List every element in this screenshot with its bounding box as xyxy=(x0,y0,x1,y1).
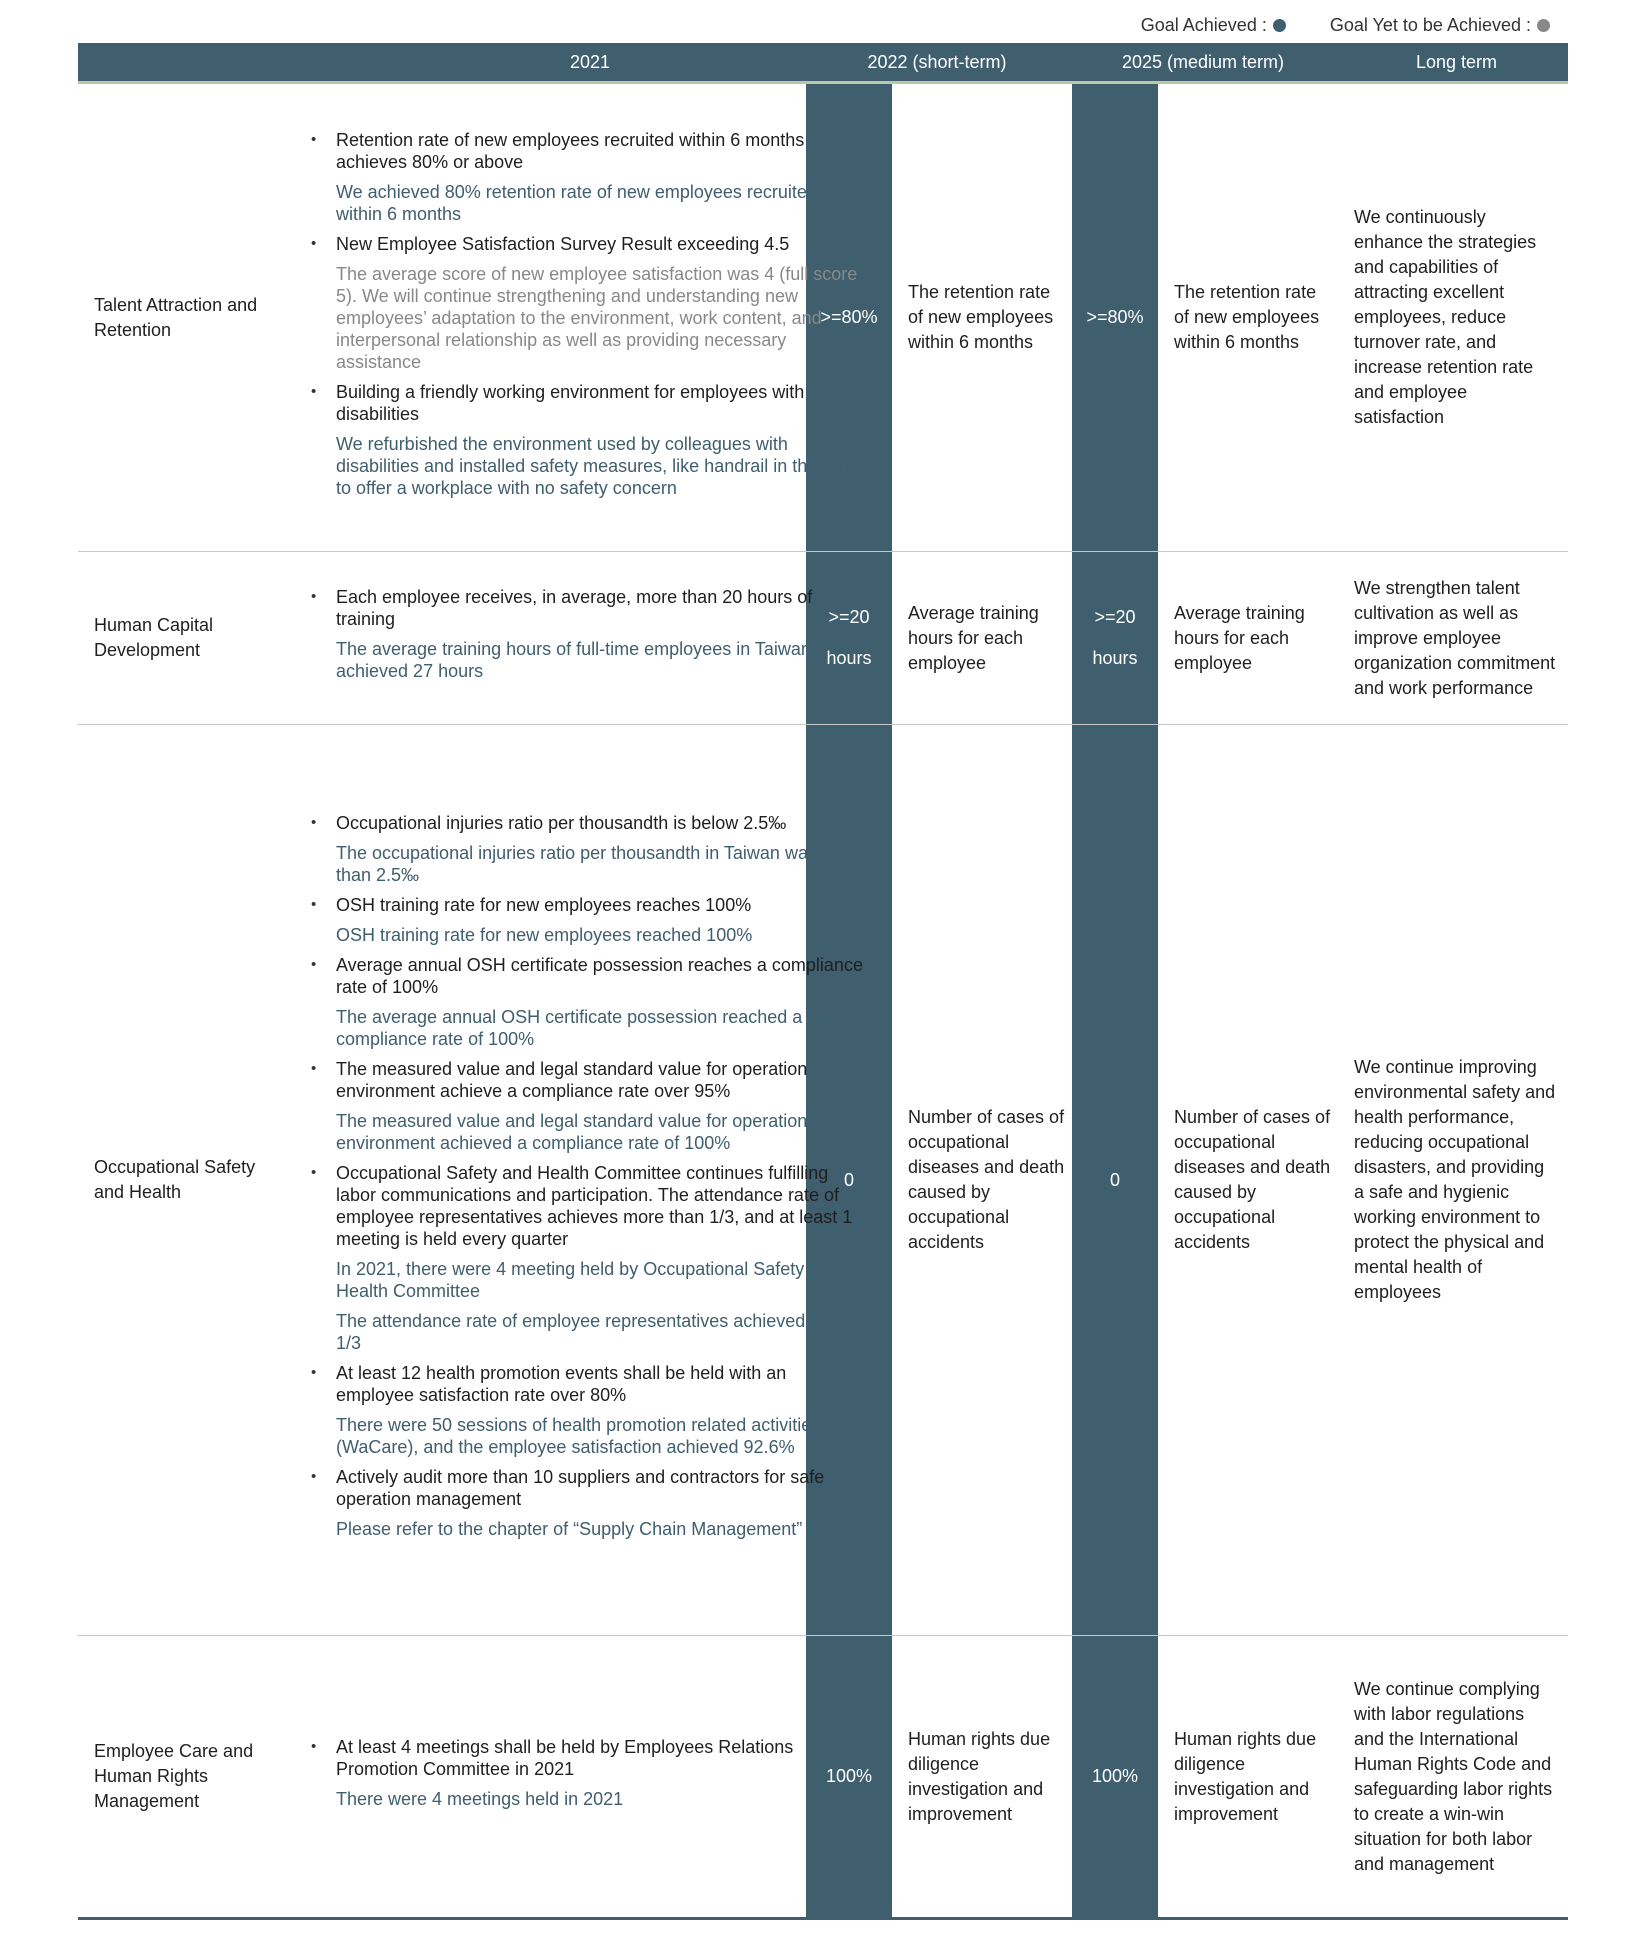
value-2025 xyxy=(1072,1636,1158,1917)
header-long-term: Long term xyxy=(1415,52,1498,72)
goal-target: • Building a friendly working environment for employees with disabilities xyxy=(336,381,805,424)
desc-2025: Number of cases of occupational diseases and death caused by occupational accidents xyxy=(1174,1107,1331,1252)
value-2022 xyxy=(806,725,892,1635)
value-2022-text: 100% xyxy=(825,1766,873,1786)
goal-target: • The measured value and legal standard value for operation environment achieve a compliance rate over 95% xyxy=(336,1059,808,1101)
goal-target: • At least 4 meetings shall be held by Employees Relations Promotion Committee in 2021 xyxy=(336,1736,794,1779)
goal-target: • New Employee Satisfaction Survey Result exceeding 4.5 xyxy=(336,233,790,254)
value-2022 xyxy=(806,552,892,724)
goals-2021 xyxy=(304,84,876,551)
desc-2025: Average training hours for each employee xyxy=(1174,602,1305,673)
value-2022 xyxy=(806,84,892,551)
goal-target: • Average annual OSH certificate possession reaches a compliance rate of 100% xyxy=(336,955,863,997)
goal-item xyxy=(304,954,866,1050)
goals-2021 xyxy=(304,725,876,1635)
goal-result-achieved: We refurbished the environment used by colleagues with disabilities and installed safety measures, like handrail in the toilet, to offer a workplace with no safety concern xyxy=(336,433,866,498)
desc-2022: Number of cases of occupational diseases and death caused by occupational accidents xyxy=(908,1107,1065,1252)
goal-result-achieved: Please refer to the chapter of “Supply Chain Management” xyxy=(336,1519,803,1539)
row-topic: Talent Attraction and Retention xyxy=(94,294,258,340)
goal-result-achieved: In 2021, there were 4 meeting held by Occupational Safety and Health Committee xyxy=(336,1259,840,1301)
goal-item xyxy=(304,1362,866,1458)
value-2025-text: >=80% xyxy=(1086,307,1144,327)
goal-item xyxy=(304,586,866,682)
value-2025-text: >=20 hours xyxy=(1092,607,1138,668)
goal-target: • Retention rate of new employees recruited within 6 months achieves 80% or above xyxy=(336,129,805,172)
goal-item xyxy=(304,1162,866,1354)
table-row xyxy=(78,552,1568,724)
desc-2022: The retention rate of new employees within 6 months xyxy=(908,282,1054,352)
goal-result-achieved: The occupational injuries ratio per thousandth in Taiwan was lower than 2.5‰ xyxy=(336,843,865,885)
goal-result-achieved: We achieved 80% retention rate of new employees recruited within 6 months xyxy=(336,181,817,224)
value-2025-text: 100% xyxy=(1091,1766,1139,1786)
desc-2022: Average training hours for each employee xyxy=(908,602,1039,673)
legend-achieved-label: Goal Achieved : xyxy=(1140,14,1267,35)
value-2022-text: >=80% xyxy=(820,307,878,327)
long-term-goal: We continue improving environmental safety and health performance, reducing occupational disasters, and providing a safe and hygienic working environment to protect the physical and mental health of employees xyxy=(1354,1057,1556,1302)
value-2025 xyxy=(1072,552,1158,724)
table-row xyxy=(78,1636,1568,1917)
goal-result-achieved: The average annual OSH certificate possession reached a compliance rate of 100% xyxy=(336,1007,803,1049)
long-term-goal: We continue complying with labor regulations and the International Human Rights Code and safeguarding labor rights to create a win-win situation for both labor and management xyxy=(1354,1678,1553,1874)
goal-result-achieved: The measured value and legal standard value for operation environment achieved a compliance rate of 100% xyxy=(336,1111,808,1153)
goal-target: • Each employee receives, in average, more than 20 hours of training xyxy=(336,587,813,629)
goals-2021 xyxy=(304,552,876,724)
goal-item xyxy=(304,894,866,946)
row-topic: Human Capital Development xyxy=(94,615,214,660)
goal-list xyxy=(304,586,866,690)
value-2022 xyxy=(806,1636,892,1917)
row-topic: Occupational Safety and Health xyxy=(94,1157,256,1202)
goal-item xyxy=(304,233,866,373)
goal-target: • Occupational injuries ratio per thousandth is below 2.5‰ xyxy=(336,813,787,833)
header-2021: 2021 xyxy=(569,52,611,72)
goal-list xyxy=(304,129,866,507)
table-row xyxy=(78,84,1568,551)
goals-2021 xyxy=(304,1636,876,1917)
goal-target: • Actively audit more than 10 suppliers and contractors for safe operation management xyxy=(336,1467,825,1509)
value-2022-text: 0 xyxy=(843,1169,854,1190)
legend xyxy=(1141,12,1550,38)
goal-item xyxy=(304,129,866,225)
goal-item xyxy=(304,1058,866,1154)
goal-list xyxy=(304,1736,866,1818)
table-header xyxy=(78,43,1568,84)
long-term-goal: We strengthen talent cultivation as well as improve employee organization commitment and work performance xyxy=(1354,577,1556,698)
goal-result-achieved: There were 50 sessions of health promotion related activities held (WaCare), and the employee satisfaction achieved 92.6% xyxy=(336,1415,860,1457)
not-achieved-dot-icon xyxy=(1537,19,1550,32)
desc-2025: Human rights due diligence investigation and improvement xyxy=(1174,1728,1317,1824)
achieved-dot-icon xyxy=(1273,19,1286,32)
goal-list xyxy=(304,812,866,1548)
row-topic: Employee Care and Human Rights Management xyxy=(94,1741,254,1811)
long-term-goal: We continuously enhance the strategies and capabilities of attracting excellent employees, reduce turnover rate, and increase retention rate and employee satisfaction xyxy=(1354,207,1537,427)
table-row xyxy=(78,725,1568,1635)
goal-target: • At least 12 health promotion events shall be held with an employee satisfaction rate over 80% xyxy=(336,1363,787,1405)
legend-not-achieved xyxy=(1330,15,1550,36)
legend-achieved xyxy=(1141,15,1286,36)
goal-item xyxy=(304,1736,866,1810)
goal-item xyxy=(304,381,866,499)
value-2025 xyxy=(1072,84,1158,551)
desc-2022: Human rights due diligence investigation and improvement xyxy=(908,1728,1051,1824)
goal-item xyxy=(304,1466,866,1540)
goal-result-not-achieved: The average score of new employee satisfaction was 4 (full score 5). We will continue strengthening and understanding new employees’ adaptation to the environment, work content, and interpersonal relationship as well as providing necessary assistance xyxy=(336,263,858,372)
desc-2025: The retention rate of new employees within 6 months xyxy=(1174,282,1320,352)
header-2025: 2025 (medium term) xyxy=(1121,52,1285,72)
goal-result-achieved: OSH training rate for new employees reached 100% xyxy=(336,925,753,945)
goal-result-achieved: The average training hours of full-time employees in Taiwan achieved 27 hours xyxy=(336,639,811,681)
value-2025-text: 0 xyxy=(1109,1169,1120,1190)
goal-item xyxy=(304,812,866,886)
goal-result-achieved: The attendance rate of employee representatives achieved above 1/3 xyxy=(336,1311,860,1353)
goal-result-achieved: There were 4 meetings held in 2021 xyxy=(336,1788,624,1809)
table-bottom-rule xyxy=(78,1917,1568,1920)
goal-target: • OSH training rate for new employees reaches 100% xyxy=(336,895,752,915)
value-2022-text: >=20 hours xyxy=(826,607,872,668)
value-2025 xyxy=(1072,725,1158,1635)
header-2022: 2022 (short-term) xyxy=(867,52,1007,72)
goal-target: • Occupational Safety and Health Committee continues fulfilling labor communications and participation. The attendance rate of employee representatives achieves more than 1/3, and at least 1 meeting is held every quarter xyxy=(336,1163,853,1249)
legend-not-achieved-label: Goal Yet to be Achieved : xyxy=(1329,14,1531,35)
